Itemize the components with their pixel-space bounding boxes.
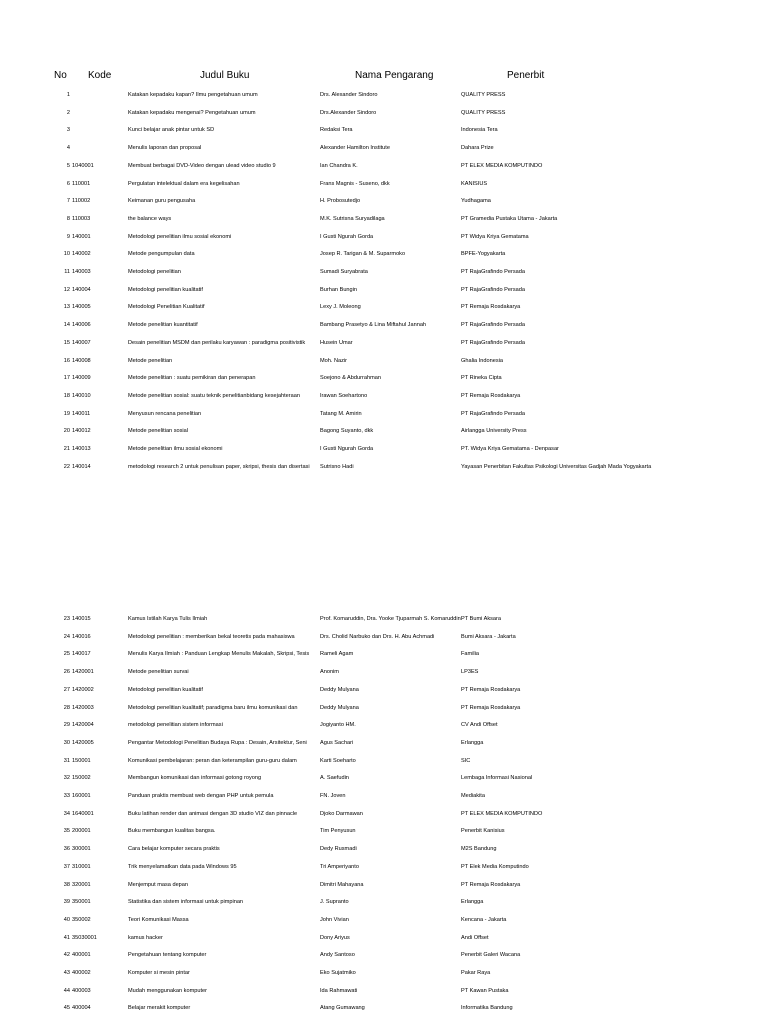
cell-judul-buku: Menulis Karya Ilmiah : Panduan Lengkap Menulis Makalah, Skripsi, Tesis bbox=[128, 651, 310, 658]
cell-penerbit: KANISIUS bbox=[461, 180, 488, 187]
table-row bbox=[0, 934, 768, 952]
cell-no: 10 bbox=[63, 251, 70, 258]
cell-judul-buku: Komputer si mesin pintar bbox=[128, 970, 190, 976]
cell-judul-buku: Metodologi penelitian ilmu sosial ekonomi bbox=[128, 233, 232, 240]
table-row bbox=[0, 427, 768, 445]
cell-penerbit: Yudhagama bbox=[461, 198, 491, 205]
cell-penerbit: PT. Widya Kriya Gematama - Denpasar bbox=[461, 446, 559, 452]
cell-no: 32 bbox=[63, 775, 70, 782]
cell-penerbit: PT Remaja Rosdakarya bbox=[461, 704, 521, 711]
cell-judul-buku: Metode pengumpulan data bbox=[128, 251, 195, 258]
table-row bbox=[0, 180, 768, 198]
cell-no: 45 bbox=[63, 1005, 70, 1012]
cell-judul-buku: Desain penelitian MSDM dan perilaku karyawan : paradigma positivistik bbox=[128, 339, 306, 346]
cell-penerbit: Mediakita bbox=[461, 793, 485, 799]
cell-nama-pengarang: M.K. Sutrisna Suryadilaga bbox=[320, 215, 385, 222]
table-row bbox=[0, 704, 768, 722]
cell-no: 16 bbox=[63, 357, 70, 364]
table-row bbox=[0, 898, 768, 916]
cell-kode: 1040001 bbox=[72, 162, 94, 169]
cell-kode: 350002 bbox=[72, 916, 91, 923]
table-row bbox=[0, 215, 768, 233]
cell-kode: 400003 bbox=[72, 987, 91, 994]
cell-judul-buku: Metode penelitian kuantitatif bbox=[128, 322, 198, 329]
cell-judul-buku: Metode penelitian survai bbox=[128, 669, 189, 676]
cell-nama-pengarang: Alexander Hamilton Institute bbox=[320, 145, 390, 152]
cell-no: 5 bbox=[66, 162, 70, 169]
table-row bbox=[0, 233, 768, 251]
cell-nama-pengarang: Tatang M. Amirin bbox=[320, 410, 362, 417]
table-row bbox=[0, 633, 768, 651]
cell-judul-buku: Metode penelitian ilmu sosial ekonomi bbox=[128, 446, 223, 452]
cell-kode: 110003 bbox=[72, 215, 91, 222]
cell-penerbit: PT RajaGrafindo Persada bbox=[461, 269, 525, 275]
cell-nama-pengarang: Prof. Komaruddin, Dra. Yooke Tjuparmah S. Komaruddin bbox=[320, 616, 461, 622]
cell-penerbit: PT Remaja Rosdakarya bbox=[461, 686, 521, 693]
cell-no: 8 bbox=[66, 215, 70, 222]
cell-kode: 140010 bbox=[72, 392, 91, 399]
cell-penerbit: Pakar Raya bbox=[461, 970, 491, 976]
cell-nama-pengarang: Dimitri Mahayana bbox=[320, 881, 364, 888]
cell-judul-buku: Metode penelitian sosial bbox=[128, 428, 189, 435]
table-row bbox=[0, 686, 768, 704]
table-row bbox=[0, 410, 768, 428]
cell-judul-buku: Panduan praktis membuat web dengan PHP untuk pemula bbox=[128, 793, 274, 799]
cell-kode: 150001 bbox=[72, 757, 91, 764]
cell-penerbit: PT RajaGrafindo Persada bbox=[461, 286, 525, 293]
cell-no: 44 bbox=[63, 987, 70, 994]
cell-judul-buku: Menjemput masa depan bbox=[128, 881, 189, 888]
cell-kode: 140011 bbox=[72, 410, 91, 417]
cell-judul-buku: Metodologi Penelitian Kualitatif bbox=[128, 304, 205, 311]
cell-kode: 200001 bbox=[72, 828, 91, 835]
cell-no: 11 bbox=[64, 269, 70, 275]
cell-no: 39 bbox=[63, 899, 70, 906]
table-row bbox=[0, 321, 768, 339]
cell-kode: 140012 bbox=[72, 428, 91, 435]
table-row bbox=[0, 144, 768, 162]
cell-nama-pengarang: Moh. Nazir bbox=[320, 357, 348, 364]
table-row bbox=[0, 445, 768, 463]
table-row bbox=[0, 987, 768, 1005]
cell-nama-pengarang: Anonim bbox=[320, 669, 339, 676]
cell-nama-pengarang: Deddy Mulyana bbox=[320, 686, 359, 693]
cell-judul-buku: Pengetahuan tentang komputer bbox=[128, 952, 207, 959]
header-penerbit: Penerbit bbox=[507, 70, 545, 81]
cell-penerbit: Airlangga University Press bbox=[461, 428, 527, 435]
header-nama-pengarang: Nama Pengarang bbox=[355, 70, 434, 81]
table-row bbox=[0, 757, 768, 775]
table-row bbox=[0, 881, 768, 899]
cell-no: 13 bbox=[63, 304, 70, 311]
cell-no: 38 bbox=[63, 881, 70, 888]
cell-nama-pengarang: Djoko Darmawan bbox=[320, 810, 363, 817]
cell-kode: 140008 bbox=[72, 357, 91, 364]
cell-nama-pengarang: I Gusti Ngurah Gorda bbox=[320, 233, 374, 240]
cell-no: 9 bbox=[66, 233, 70, 240]
cell-nama-pengarang: Drs.Alexander Sindoro bbox=[320, 109, 377, 116]
cell-kode: 140002 bbox=[72, 251, 91, 258]
cell-no: 14 bbox=[63, 322, 70, 329]
cell-nama-pengarang: FN. Joven bbox=[320, 793, 346, 799]
cell-judul-buku: Belajar merakit komputer bbox=[128, 1005, 191, 1012]
cell-judul-buku: Membangun komunikasi dan informasi gotong royong bbox=[128, 775, 262, 782]
cell-judul-buku: Teori Komunikasi Massa bbox=[128, 916, 189, 923]
cell-judul-buku: Metodologi penelitian kualitatif; paradigma baru ilmu komunikasi dan bbox=[128, 704, 298, 711]
cell-no: 23 bbox=[63, 616, 70, 622]
cell-nama-pengarang: Josep R. Tarigan & M. Suparmoko bbox=[320, 251, 406, 258]
cell-judul-buku: Katakan kepadaku kapan? Ilmu pengetahuan umum bbox=[128, 92, 258, 98]
table-row bbox=[0, 951, 768, 969]
cell-nama-pengarang: Rameli Agam bbox=[320, 651, 354, 658]
cell-kode: 1420001 bbox=[72, 669, 94, 676]
cell-no: 24 bbox=[63, 633, 70, 640]
cell-penerbit: PT Gramedia Pustaka Utama - Jakarta bbox=[461, 215, 558, 222]
cell-penerbit: PT Remaja Rosdakarya bbox=[461, 304, 521, 311]
cell-judul-buku: Kamus Istilah Karya Tulis Ilmiah bbox=[128, 616, 208, 622]
table-row bbox=[0, 774, 768, 792]
cell-penerbit: Indonesia Tera bbox=[461, 127, 498, 134]
cell-penerbit: PT RajaGrafindo Persada bbox=[461, 410, 525, 417]
cell-kode: 1420002 bbox=[72, 686, 94, 693]
table-row bbox=[0, 650, 768, 668]
cell-nama-pengarang: Jogiyanto HM. bbox=[320, 722, 356, 729]
cell-no: 27 bbox=[63, 686, 70, 693]
cell-penerbit: QUALITY PRESS bbox=[461, 92, 506, 98]
cell-no: 41 bbox=[63, 934, 70, 941]
cell-no: 2 bbox=[66, 109, 70, 116]
cell-nama-pengarang: Tri Amperiyanto bbox=[320, 863, 359, 870]
cell-penerbit: Erlangga bbox=[461, 739, 484, 746]
cell-no: 21 bbox=[63, 446, 70, 452]
cell-nama-pengarang: Burhan Bungin bbox=[320, 286, 358, 293]
cell-no: 33 bbox=[63, 793, 70, 799]
cell-judul-buku: kamus hacker bbox=[128, 934, 163, 941]
cell-nama-pengarang: I Gusti Ngurah Gorda bbox=[320, 446, 374, 452]
cell-kode: 1420005 bbox=[72, 739, 94, 746]
cell-kode: 150002 bbox=[72, 775, 91, 782]
cell-judul-buku: Metode penelitian : suatu pemikiran dan penerapan bbox=[128, 375, 256, 382]
cell-penerbit: PT Kawan Pustaka bbox=[461, 987, 509, 994]
cell-penerbit: PT Bumi Aksara bbox=[461, 616, 501, 622]
table-row bbox=[0, 845, 768, 863]
cell-kode: 140014 bbox=[72, 463, 91, 470]
cell-judul-buku: Membuat berbagai DVD-Video dengan ulead video studio 9 bbox=[128, 162, 276, 169]
cell-nama-pengarang: Irawan Soehartono bbox=[320, 392, 368, 399]
cell-penerbit: PT Remaja Rosdakarya bbox=[461, 392, 521, 399]
cell-kode: 140006 bbox=[72, 322, 91, 329]
cell-penerbit: PT RajaGrafindo Persada bbox=[461, 339, 525, 346]
cell-no: 26 bbox=[63, 669, 70, 676]
table-row bbox=[0, 250, 768, 268]
cell-nama-pengarang: Andy Santoso bbox=[320, 952, 355, 959]
header-no: No bbox=[54, 70, 67, 81]
cell-judul-buku: Metodologi penelitian kualitatif bbox=[128, 286, 203, 293]
cell-penerbit: PT RajaGrafindo Persada bbox=[461, 322, 525, 329]
cell-kode: 400001 bbox=[72, 952, 91, 959]
cell-penerbit: Penerbit Galeri Wacana bbox=[461, 952, 521, 959]
cell-no: 29 bbox=[63, 722, 70, 729]
table-row bbox=[0, 392, 768, 410]
cell-penerbit: Lembaga Informasi Nasional bbox=[461, 775, 533, 782]
cell-judul-buku: Statistika dan sistem informasi untuk pimpinan bbox=[128, 899, 244, 906]
table-row bbox=[0, 268, 768, 286]
cell-no: 12 bbox=[63, 286, 70, 293]
cell-no: 40 bbox=[63, 916, 70, 923]
cell-kode: 140016 bbox=[72, 633, 91, 640]
cell-no: 22 bbox=[63, 463, 70, 470]
cell-penerbit: Penerbit Kanisius bbox=[461, 828, 505, 835]
cell-penerbit: Kencana - Jakarta bbox=[461, 916, 507, 923]
cell-no: 42 bbox=[63, 952, 70, 959]
cell-judul-buku: Buku membangun kualitas bangsa. bbox=[128, 828, 216, 835]
cell-penerbit: PT Rineka Cipta bbox=[461, 375, 502, 382]
cell-no: 3 bbox=[66, 127, 70, 134]
cell-kode: 140007 bbox=[72, 339, 91, 346]
cell-kode: 300001 bbox=[72, 846, 91, 853]
cell-judul-buku: Katakan kepadaku mengenai? Pengetahuan umum bbox=[128, 109, 256, 116]
table-row bbox=[0, 126, 768, 144]
cell-nama-pengarang: Dedy Rusmadi bbox=[320, 846, 357, 853]
cell-penerbit: M2S Bandung bbox=[461, 846, 497, 853]
cell-kode: 1640001 bbox=[72, 810, 94, 817]
cell-penerbit: PT Remaja Rosdakarya bbox=[461, 881, 521, 888]
cell-no: 35 bbox=[63, 828, 70, 835]
cell-no: 28 bbox=[63, 704, 70, 711]
cell-penerbit: Andi Offset bbox=[461, 934, 489, 941]
cell-penerbit: Yayasan Penerbitan Fakultas Psikologi Universitas Gadjah Mada Yogyakarta bbox=[461, 463, 652, 470]
cell-nama-pengarang: J. Supranto bbox=[320, 899, 349, 906]
cell-no: 19 bbox=[63, 410, 70, 417]
cell-kode: 140004 bbox=[72, 286, 91, 293]
cell-penerbit: PT Elek Media Komputindo bbox=[461, 863, 529, 870]
table-row bbox=[0, 739, 768, 757]
cell-penerbit: Familia bbox=[461, 651, 480, 658]
cell-kode: 140001 bbox=[72, 233, 91, 240]
cell-judul-buku: Menyusun rencana penelitian bbox=[128, 410, 202, 417]
cell-penerbit: SIC bbox=[461, 757, 471, 764]
cell-judul-buku: Keimanan guru pengusaha bbox=[128, 198, 196, 205]
cell-kode: 320001 bbox=[72, 881, 91, 888]
cell-no: 37 bbox=[63, 863, 70, 870]
table-row bbox=[0, 162, 768, 180]
header-kode: Kode bbox=[88, 70, 112, 81]
cell-nama-pengarang: Husein Umar bbox=[320, 339, 353, 346]
cell-judul-buku: metodologi penelitian sistem informasi bbox=[128, 722, 223, 729]
cell-nama-pengarang: Bambang Prasetyo & Lina Miftahul Jannah bbox=[320, 322, 427, 329]
cell-nama-pengarang: Bagong Suyanto, dkk bbox=[320, 428, 374, 435]
cell-nama-pengarang: Ian Chandra K. bbox=[320, 162, 358, 169]
cell-no: 17 bbox=[63, 375, 70, 382]
table-row bbox=[0, 197, 768, 215]
cell-nama-pengarang: Dony Ariyus bbox=[320, 934, 350, 941]
table-row bbox=[0, 463, 768, 481]
table-row bbox=[0, 303, 768, 321]
cell-penerbit: PT ELEX MEDIA KOMPUTINDO bbox=[461, 810, 543, 817]
cell-no: 18 bbox=[63, 392, 70, 399]
cell-no: 43 bbox=[63, 970, 70, 976]
cell-no: 4 bbox=[66, 145, 70, 152]
cell-judul-buku: Cara belajar komputer secara praktis bbox=[128, 846, 220, 853]
table-row bbox=[0, 615, 768, 633]
table-row bbox=[0, 357, 768, 375]
cell-judul-buku: the balance ways bbox=[128, 215, 172, 222]
cell-kode: 110002 bbox=[72, 198, 91, 205]
cell-nama-pengarang: Drs. Alexander Sindoro bbox=[320, 92, 378, 98]
cell-no: 7 bbox=[66, 198, 70, 205]
cell-judul-buku: Metode penelitian bbox=[128, 357, 173, 364]
cell-judul-buku: Pengantar Metodologi Penelitian Budaya Rupa : Desain, Arsitektur, Seni bbox=[128, 739, 307, 746]
cell-kode: 110001 bbox=[72, 180, 91, 187]
table-row bbox=[0, 827, 768, 845]
cell-penerbit: Ghalia Indonesia bbox=[461, 357, 503, 364]
table-row bbox=[0, 109, 768, 127]
cell-kode: 140009 bbox=[72, 375, 91, 382]
table-row bbox=[0, 863, 768, 881]
cell-nama-pengarang: Sumadi Suryabrata bbox=[320, 269, 368, 275]
cell-judul-buku: Kunci belajar anak pintar untuk SD bbox=[128, 127, 215, 134]
table-row bbox=[0, 810, 768, 828]
cell-kode: 310001 bbox=[72, 863, 91, 870]
cell-judul-buku: Metodologi penelitian kualitatif bbox=[128, 686, 203, 693]
cell-nama-pengarang: Agus Sachari bbox=[320, 739, 354, 746]
table-row bbox=[0, 721, 768, 739]
cell-penerbit: PT ELEX MEDIA KOMPUTINDO bbox=[461, 162, 543, 169]
table-row bbox=[0, 916, 768, 934]
cell-penerbit: QUALITY PRESS bbox=[461, 109, 506, 116]
cell-kode: 35030001 bbox=[72, 934, 97, 941]
cell-judul-buku: Metodologi penelitian bbox=[128, 269, 181, 275]
cell-no: 30 bbox=[63, 739, 70, 746]
cell-kode: 350001 bbox=[72, 899, 91, 906]
header-judul-buku: Judul Buku bbox=[200, 70, 250, 81]
cell-kode: 140017 bbox=[72, 651, 91, 658]
cell-nama-pengarang: Drs. Cholid Narbuko dan Drs. H. Abu Achmadi bbox=[320, 633, 435, 640]
cell-kode: 400004 bbox=[72, 1005, 91, 1012]
cell-no: 6 bbox=[66, 180, 70, 187]
cell-judul-buku: Buku latihan render dan animasi dengan 3D studio VIZ dan pinnacle bbox=[128, 810, 298, 817]
cell-kode: 400002 bbox=[72, 970, 91, 976]
cell-penerbit: Informatika Bandung bbox=[461, 1005, 513, 1012]
table-row bbox=[0, 668, 768, 686]
cell-no: 1 bbox=[66, 92, 70, 98]
table-row bbox=[0, 91, 768, 109]
cell-no: 20 bbox=[63, 428, 70, 435]
cell-kode: 140003 bbox=[72, 269, 91, 275]
cell-nama-pengarang: A. Saefudin bbox=[320, 775, 349, 782]
cell-no: 15 bbox=[63, 339, 70, 346]
table-row bbox=[0, 792, 768, 810]
cell-no: 25 bbox=[63, 651, 70, 658]
cell-kode: 1420003 bbox=[72, 704, 94, 711]
cell-no: 36 bbox=[63, 846, 70, 853]
cell-kode: 140013 bbox=[72, 446, 91, 452]
table-row bbox=[0, 969, 768, 987]
cell-kode: 140005 bbox=[72, 304, 91, 311]
cell-nama-pengarang: Deddy Mulyana bbox=[320, 704, 359, 711]
cell-penerbit: PT Widya Kriya Gematama bbox=[461, 233, 529, 240]
cell-penerbit: LP3ES bbox=[461, 669, 479, 676]
cell-kode: 1420004 bbox=[72, 722, 94, 729]
cell-nama-pengarang: Karti Soeharto bbox=[320, 757, 356, 764]
cell-penerbit: CV Andi Offset bbox=[461, 722, 498, 729]
cell-penerbit: Bumi Aksara - Jakarta bbox=[461, 633, 516, 640]
cell-kode: 160001 bbox=[72, 793, 91, 799]
cell-penerbit: BPFE-Yogyakarta bbox=[461, 251, 506, 258]
cell-judul-buku: Komunikasi pembelajaran: peran dan keterampilan guru-guru dalam bbox=[128, 757, 297, 764]
cell-judul-buku: Trik menyelamatkan data pada Windows 95 bbox=[128, 863, 237, 870]
cell-nama-pengarang: Atang Gumawang bbox=[320, 1005, 365, 1012]
cell-judul-buku: Mudah menggunakan komputer bbox=[128, 987, 207, 994]
cell-nama-pengarang: Ida Rahmawati bbox=[320, 987, 358, 994]
cell-nama-pengarang: Eko Sujatmiko bbox=[320, 970, 356, 976]
table-row bbox=[0, 374, 768, 392]
table-row bbox=[0, 339, 768, 357]
cell-nama-pengarang: Tim Penyusun bbox=[320, 828, 356, 835]
cell-no: 34 bbox=[63, 810, 70, 817]
cell-nama-pengarang: John Vivian bbox=[320, 916, 349, 923]
cell-nama-pengarang: Lexy J. Moleong bbox=[320, 304, 361, 311]
cell-no: 31 bbox=[63, 757, 70, 764]
cell-penerbit: Dahara Prize bbox=[461, 145, 494, 152]
cell-judul-buku: Metode penelitian sosial: suatu teknik penelitianbidang kesejahteraan bbox=[128, 392, 300, 399]
cell-kode: 140015 bbox=[72, 616, 91, 622]
cell-judul-buku: metodologi research 2 untuk penulisan paper, skripsi, thesis dan disertasi bbox=[128, 463, 310, 470]
cell-penerbit: Erlangga bbox=[461, 899, 484, 906]
cell-nama-pengarang: Sutrisno Hadi bbox=[320, 463, 354, 470]
cell-nama-pengarang: H. Probosutedjo bbox=[320, 198, 361, 205]
cell-judul-buku: Pergulatan intelektual dalam era kegelisahan bbox=[128, 180, 240, 187]
cell-judul-buku: Menulis laporan dan proposal bbox=[128, 145, 202, 152]
cell-nama-pengarang: Soejono & Abdurrahman bbox=[320, 375, 381, 382]
cell-nama-pengarang: Redaksi Tera bbox=[320, 127, 353, 134]
cell-judul-buku: Metodologi penelitian : memberikan bekal teoretis pada mahasiswa bbox=[128, 633, 295, 640]
cell-nama-pengarang: Frans Magnis - Suseno, dkk bbox=[320, 180, 390, 187]
table-row bbox=[0, 1004, 768, 1022]
table-row bbox=[0, 286, 768, 304]
